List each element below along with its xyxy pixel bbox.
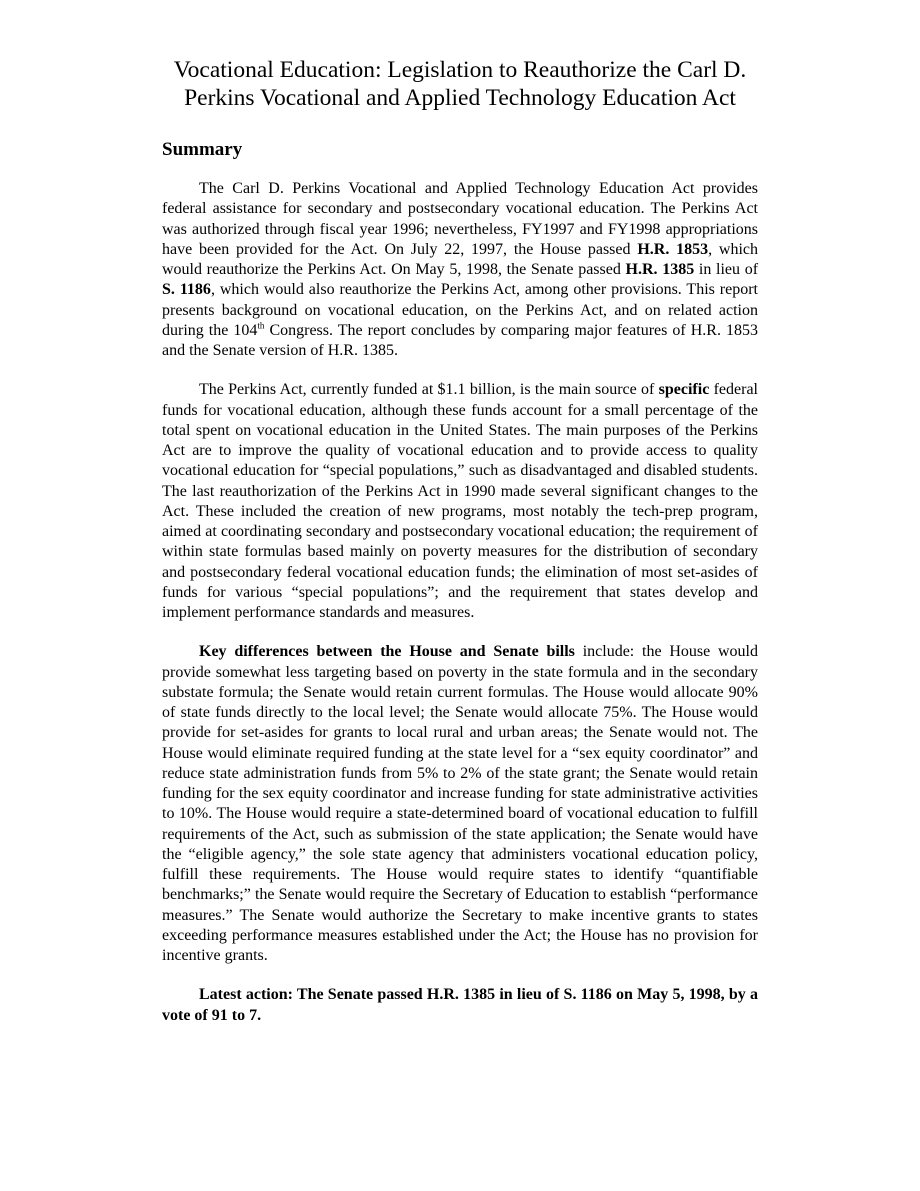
p1-text-1: The Carl D. Perkins Vocational and Applied Technology Education Act provides federal assistance for secondary and postsecondary vocational education. The Perkins Act was authorized through fiscal year 1996; nevertheless, FY1997 and FY1998 appropriations have been provided for the Act. On July 22, 1997, the House passed (162, 180, 758, 258)
key-differences-label: Key differences between the House and Senate bills (199, 643, 575, 661)
bill-s-1186: S. 1186 (162, 281, 211, 299)
p3-text-1: include: the House would provide somewhat less targeting based on poverty in the state formula and in the secondary substate formula; the Senate would retain current formulas. The House would allocate 90% of state funds directly to the local level; the Senate would allocate 75%. The House would provide for set-asides for grants to local rural and urban areas; the Senate would not. The House would eliminate required funding at the state level for a “sex equity coordinator” and reduce state administration funds from 5% to 2% of the state grant; the Senate would retain funding for the sex equity coordinator and increase funding for state administrative activities to 10%. The House would require a state-determined board of vocational education to fulfill requirements of the Act, such as submission of the state application; the Senate would have the “eligible agency,” the sole state agency that administers vocational education policy, fulfill these requirements. The House would require states to identify “quantifiable benchmarks;” the Senate would require the Secretary of Education to establish “performance measures.” The Senate would authorize the Secretary to make incentive grants to states exceeding performance measures established under the Act; the House has no provision for incentive grants. (162, 643, 759, 964)
bill-hr-1853: H.R. 1853 (637, 240, 709, 258)
title-line-1: Vocational Education: Legislation to Reauthorize the Carl D. (173, 57, 747, 83)
p1-text-5: Congress. The report concludes by comparing major features of H.R. 1853 and the Senate version of H.R. 1385. (162, 321, 758, 359)
ordinal-superscript: th (257, 320, 265, 331)
title-line-2: Perkins Vocational and Applied Technology Education Act (184, 85, 736, 111)
p2-text-2: federal funds for vocational education, although these funds account for a small percentage of the total spent on vocational education in the United States. The main purposes of the Perkins Act are to improve the quality of vocational education and to provide access to quality vocational education for “special populations,” such as disadvantaged and disabled students. The last reauthorization of the Perkins Act in 1990 made several significant changes to the Act. These included the creation of new programs, most notably the tech-prep program, aimed at coordinating secondary and postsecondary vocational education; the requirement of within state formulas based mainly on poverty measures for the distribution of secondary and postsecondary federal vocational education funds; the elimination of most set-asides of funds for various “special populations”; and the requirement that states develop and implement performance standards and measures. (162, 381, 759, 621)
latest-action-paragraph (162, 985, 758, 1026)
p1-text-4: , which would also reauthorize the Perkins Act, among other provisions. This report presents background on vocational education, on the Perkins Act, and on related action during the 104 (162, 281, 759, 339)
summary-heading: Summary (162, 139, 243, 160)
bill-hr-1385: H.R. 1385 (625, 261, 695, 278)
summary-paragraph-2 (162, 380, 758, 623)
latest-action-text: Latest action: The Senate passed H.R. 1385 in lieu of S. 1186 on May 5, 1998, by a vote of 91 to 7. (162, 986, 758, 1024)
document-page (162, 56, 758, 1026)
summary-paragraph-3 (162, 642, 758, 966)
p1-text-2: , which would reauthorize the Perkins Act. On May 5, 1998, the Senate passed (162, 240, 759, 278)
document-title (162, 56, 758, 112)
p2-text-1: The Perkins Act, currently funded at $1.1 billion, is the main source of (199, 381, 659, 399)
emphasis-specific: specific (658, 381, 710, 399)
p1-text-3: in lieu of (694, 261, 759, 278)
summary-paragraph-1 (162, 179, 758, 361)
